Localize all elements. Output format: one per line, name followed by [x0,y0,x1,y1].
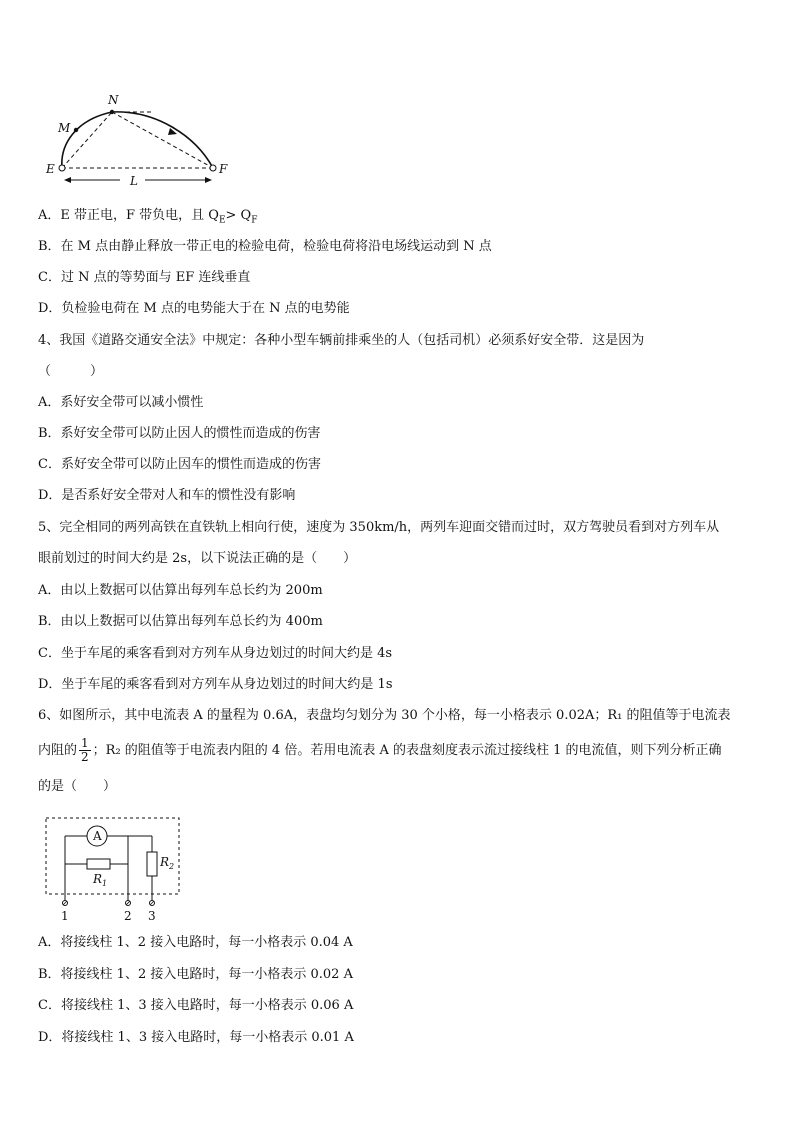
terminal-3-label: 3 [148,909,156,923]
q3-option-d: D．负检验电荷在 M 点的电势能大于在 N 点的电势能 [38,301,350,316]
label-r2 [159,855,174,871]
q3-option-b: B．在 M 点由静止释放一带正电的检验电荷，检验电荷将沿电场线运动到 N 点 [38,239,492,254]
q6-option-a: A．将接线柱 1、2 接入电路时，每一小格表示 0.04 A [38,935,353,950]
q3-option-a-sub-f: F [251,215,258,226]
q4-stem-line2: （ ） [38,364,104,379]
q3-option-a-sub-e: E [218,215,226,226]
q5-option-c: C．坐于车尾的乘客看到对方列车从身边划过的时间大约是 4s [38,646,393,661]
terminal-2-label: 2 [124,909,132,923]
fraction-numerator: 1 [81,736,89,750]
q6-stem-line2-pre: 内阻的 [38,743,78,758]
q3-option-a-mid: > Q [225,208,252,223]
q6-stem-line1: 6、如图所示，其中电流表 A 的量程为 0.6A，表盘均匀划分为 30 个小格，每一小格表示 0.02A；R₁ 的阻值等于电流表 [38,708,731,723]
label-N: N [108,93,119,107]
label-r2-sub: 2 [169,862,175,871]
q6-stem-line3: 的是（ ） [38,779,117,794]
fraction-denominator: 2 [81,750,89,764]
field-line-curve [62,112,213,168]
q6-stem-line2 [38,736,722,766]
q5-stem-line2: 眼前划过的时间大约是 2s，以下说法正确的是（ ） [38,551,357,566]
q3-option-a [38,207,257,230]
q6-option-c: C．将接线柱 1、3 接入电路时，每一小格表示 0.06 A [38,998,354,1013]
figure-ammeter-circuit [40,812,190,927]
q3-option-a-text: A．E 带正电，F 带负电，且 Q [38,208,219,223]
q6-option-d: D．将接线柱 1、3 接入电路时，每一小格表示 0.01 A [38,1030,354,1045]
resistor-r1 [87,859,110,869]
q5-option-d: D．坐于车尾的乘客看到对方列车从身边划过的时间大约是 1s [38,677,393,692]
point-M [74,128,78,132]
label-E: E [46,162,55,176]
q5-stem-line1: 5、完全相同的两列高铁在直铁轨上相向行使，速度为 350km/h，两列车迎面交错而过时，双方驾驶员看到对方列车从 [38,520,720,535]
arrowhead-left [64,177,71,183]
q4-option-b: B．系好安全带可以防止因人的惯性而造成的伤害 [38,426,321,441]
arrowhead-right [205,177,212,183]
q4-option-a: A．系好安全带可以减小惯性 [38,395,204,410]
q4-stem-line1: 4、我国《道路交通安全法》中规定：各种小型车辆前排乘坐的人（包括司机）必须系好安全带．这是因为 [38,333,645,348]
charge-F [210,165,216,171]
point-N [110,110,114,114]
label-L: L [130,174,138,188]
label-r1-letter: R [93,872,103,886]
fraction-one-half [79,737,91,764]
q4-option-c: C．系好安全带可以防止因车的惯性而造成的伤害 [38,457,321,472]
q4-option-d: D．是否系好安全带对人和车的惯性没有影响 [38,488,296,503]
q6-option-b: B．将接线柱 1、2 接入电路时，每一小格表示 0.02 A [38,967,353,982]
q6-stem-line2-post: ；R₂ 的阻值等于电流表内阻的 4 倍。若用电流表 A 的表盘刻度表示流过接线柱 1 的电流值，则下列分析正确 [92,743,722,758]
dashed-line-NF [112,112,213,168]
label-M: M [58,121,71,135]
figure-electric-field [40,90,240,190]
ammeter-label: A [93,829,102,843]
label-r2-letter: R [160,855,170,869]
q3-option-c: C．过 N 点的等势面与 EF 连线垂直 [38,270,251,285]
q5-option-a: A．由以上数据可以估算出每列车总长约为 200m [38,583,323,598]
terminal-1-label: 1 [61,909,69,923]
label-r1 [92,872,107,888]
charge-E [59,165,65,171]
resistor-r2 [147,852,157,876]
label-r1-sub: 1 [102,879,108,888]
q5-option-b: B．由以上数据可以估算出每列车总长约为 400m [38,614,323,629]
label-F: F [219,162,228,176]
